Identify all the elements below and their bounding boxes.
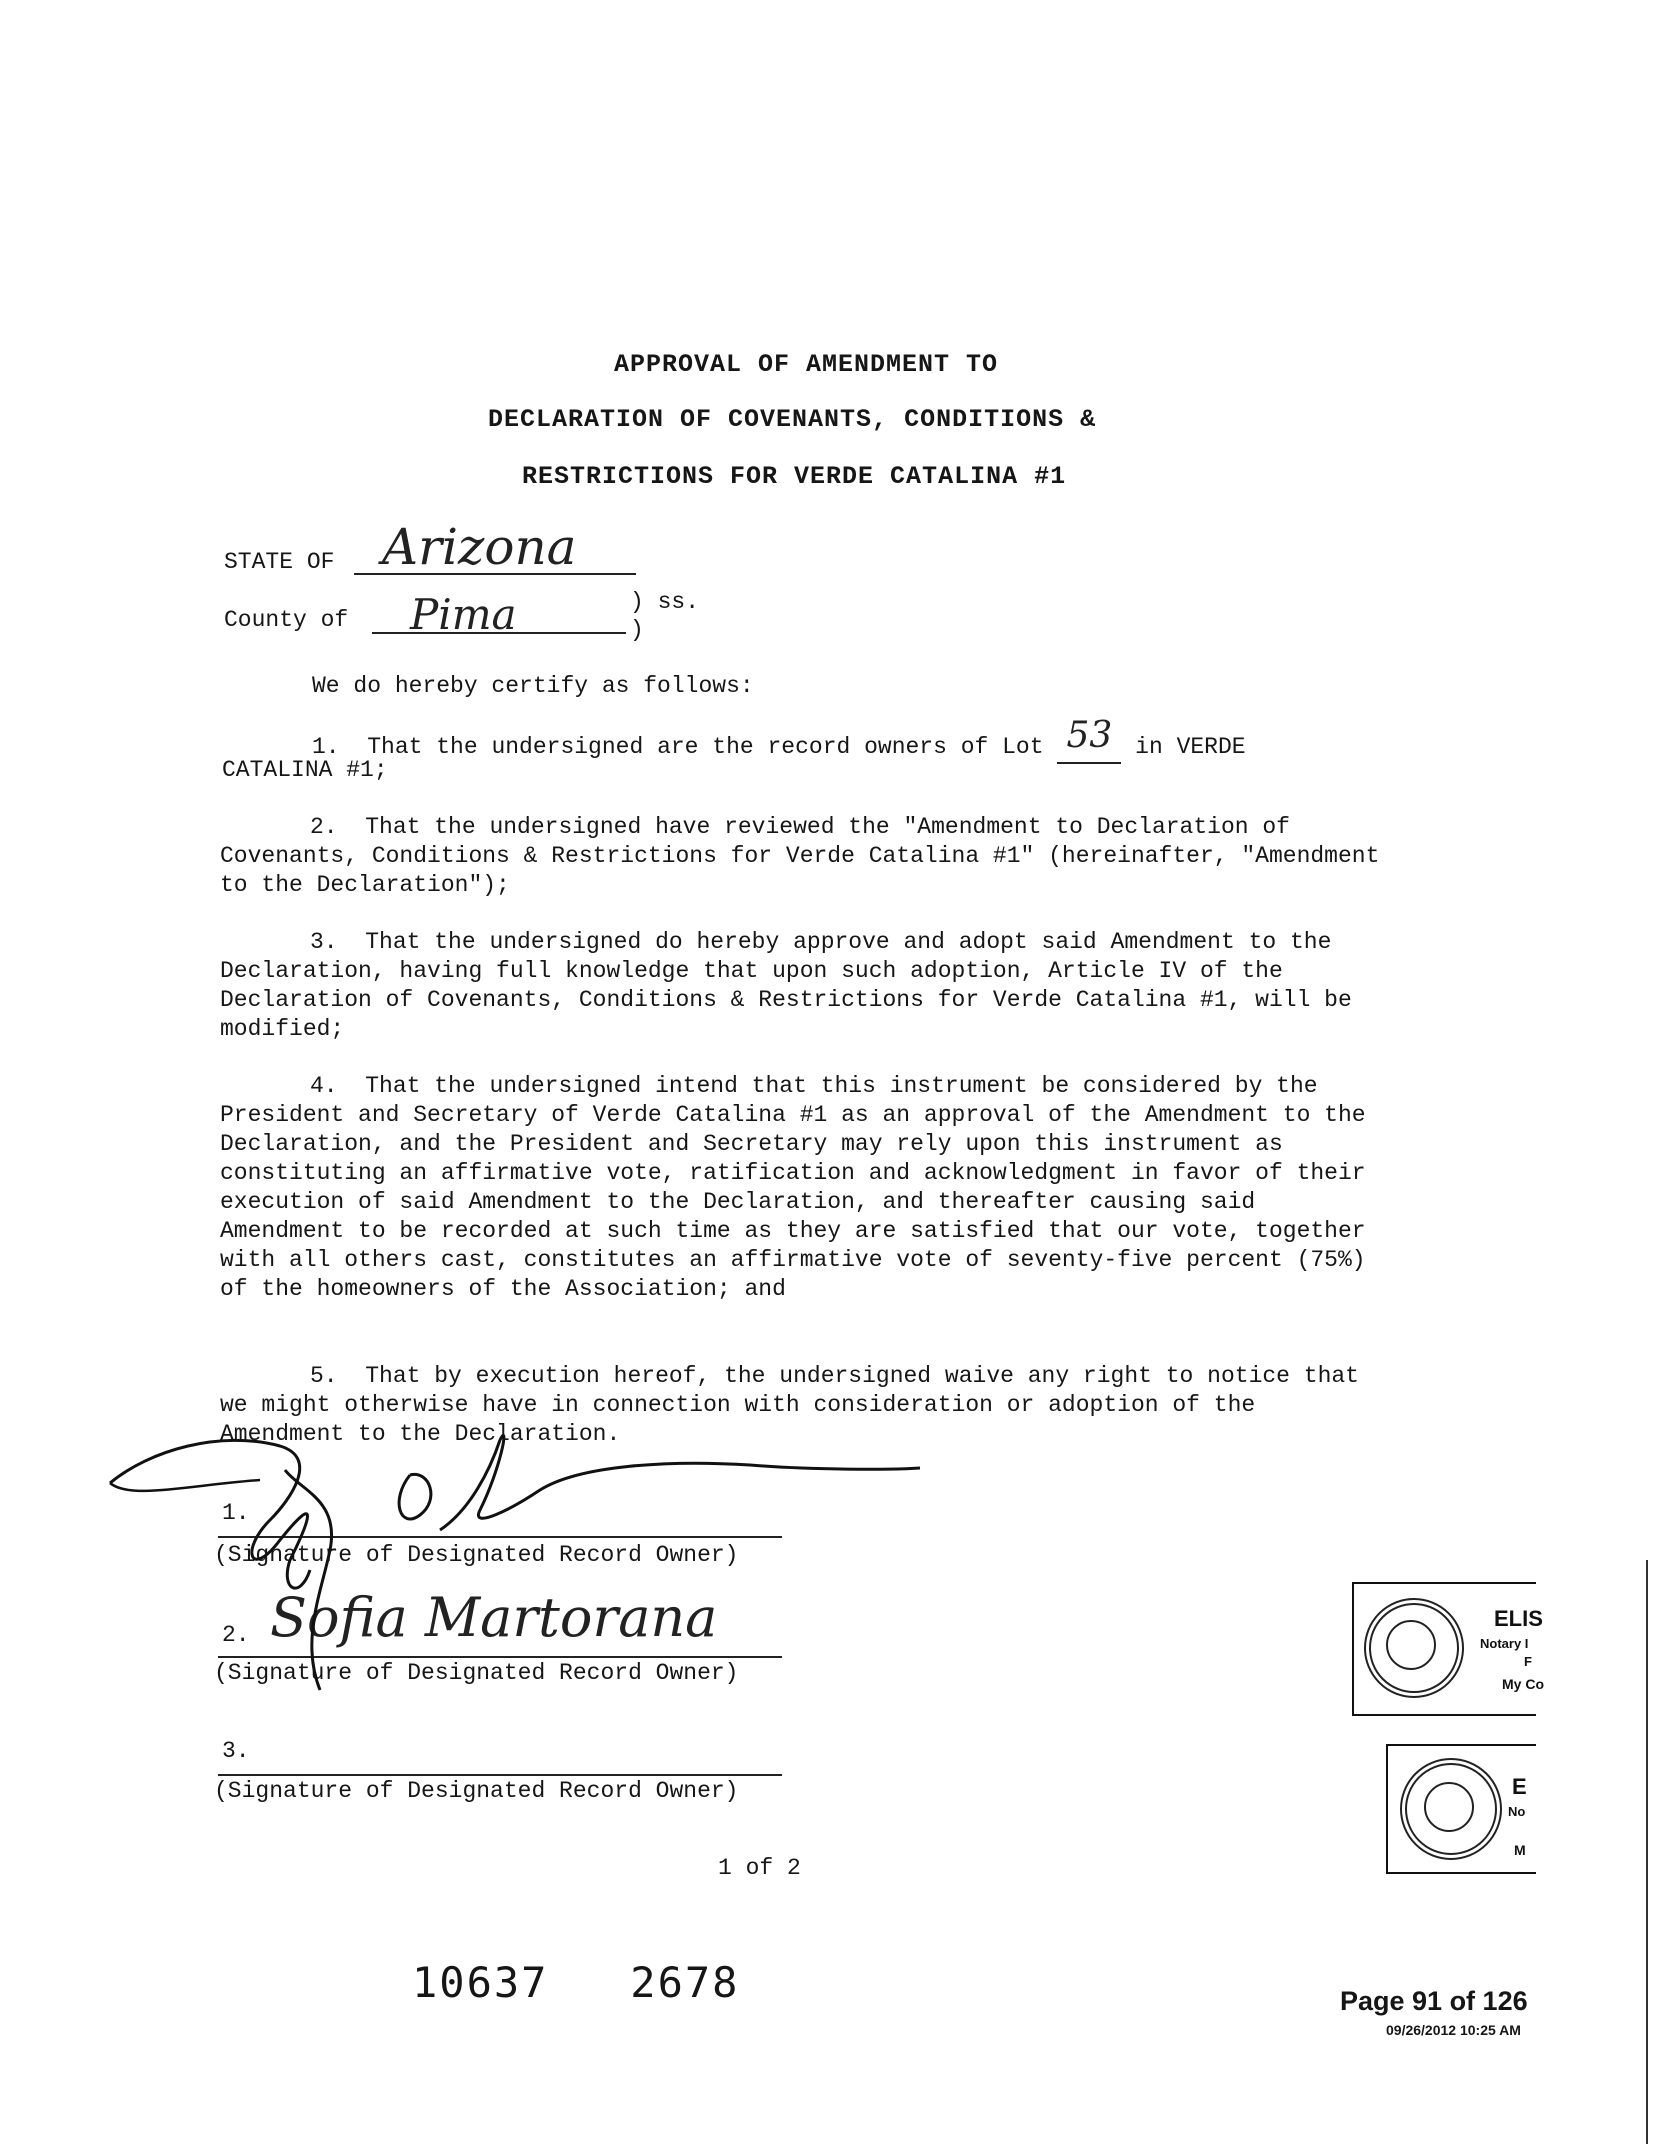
- item-2-text: That the undersigned have reviewed the "Amendment to Declaration of Covenants, Conditions & Restrictions for Verde Catalina #1" (hereinafter, "Amendment to the Declaration");: [220, 814, 1380, 898]
- notary-stamp-2: [1386, 1744, 1536, 1874]
- title-line-1: APPROVAL OF AMENDMENT TO: [614, 350, 999, 379]
- signature-2-number: 2.: [222, 1622, 250, 1648]
- lot-handwritten: 53: [1066, 715, 1113, 756]
- item-1-number: 1.: [312, 734, 340, 760]
- state-label: STATE OF: [224, 549, 335, 575]
- scan-edge-line: [1646, 1560, 1648, 2144]
- county-handwritten: Pima: [410, 590, 517, 639]
- item-2: [220, 813, 1390, 900]
- item-1-text: That the undersigned are the record owners of Lot: [367, 734, 1044, 760]
- stamp-1-name: ELIS: [1494, 1606, 1543, 1631]
- signature-1-label: (Signature of Designated Record Owner): [214, 1542, 739, 1568]
- stamp-1-line-3: My Co: [1502, 1676, 1544, 1692]
- signature-2-handwritten: Sofia Martorana: [270, 1586, 718, 1649]
- signature-3-label: (Signature of Designated Record Owner): [214, 1778, 739, 1804]
- item-4-text: That the undersigned intend that this instrument be considered by the President and Secretary of Verde Catalina #1 as an approval of the Amendment to the Declaration, and the President and Secretary may rely upon this instrument as constituting an affirmative vote, ratification and acknowledgment in favor of their execution of said Amendment to the Declaration, and thereafter causing said Amendment to be recorded at such time as they are satisfied that our vote, together with all others cast, constitutes an affirmative vote of seventy-five percent (75%) of the homeowners of the Association; and: [220, 1073, 1366, 1302]
- item-1-line-2: CATALINA #1;: [222, 757, 388, 783]
- item-1-text-after: in VERDE: [1135, 734, 1246, 760]
- notary-stamp-1: [1352, 1582, 1544, 1716]
- item-5-text: That by execution hereof, the undersigned waive any right to notice that we might otherwise have in connection with consideration or adoption of the Amendment to the Declaration.: [220, 1363, 1359, 1447]
- ss-mark: ) ss.: [630, 589, 700, 615]
- signature-3-line: [218, 1774, 782, 1776]
- signature-2-label: (Signature of Designated Record Owner): [214, 1660, 739, 1686]
- item-1: [312, 715, 1246, 764]
- paren-mark: ): [630, 617, 644, 643]
- item-3-number: 3.: [310, 929, 338, 955]
- intro-text: We do hereby certify as follows:: [312, 673, 754, 699]
- item-4-number: 4.: [310, 1073, 338, 1099]
- page-of-label: 1 of 2: [718, 1855, 801, 1881]
- handwritten-signature-1: [110, 1410, 930, 1730]
- title-line-2: DECLARATION OF COVENANTS, CONDITIONS &: [488, 405, 1097, 434]
- footer-timestamp: 09/26/2012 10:25 AM: [1386, 2022, 1521, 2038]
- item-3: [220, 928, 1390, 1044]
- state-handwritten: Arizona: [382, 518, 577, 576]
- stamp-2-name: E: [1512, 1774, 1527, 1799]
- state-seal-inner-icon: [1386, 1620, 1436, 1670]
- signature-3-number: 3.: [222, 1738, 250, 1764]
- stamp-1-line-2: F: [1524, 1654, 1532, 1669]
- footer-page-number: Page 91 of 126: [1340, 1986, 1528, 2016]
- state-seal-2-inner-icon: [1424, 1782, 1474, 1832]
- stamp-2-line-1: No: [1508, 1804, 1526, 1819]
- item-4: [220, 1072, 1390, 1304]
- recording-number: 10637 2678: [412, 1958, 740, 2007]
- county-label: County of: [224, 607, 349, 633]
- title-line-3: RESTRICTIONS FOR VERDE CATALINA #1: [522, 462, 1067, 491]
- signature-1-number: 1.: [222, 1500, 250, 1526]
- item-2-number: 2.: [310, 814, 338, 840]
- item-5-number: 5.: [310, 1363, 338, 1389]
- stamp-2-line-2: M: [1514, 1842, 1526, 1858]
- stamp-1-line-1: Notary I: [1480, 1636, 1529, 1651]
- item-3-text: That the undersigned do hereby approve and adopt said Amendment to the Declaration, having full knowledge that upon such adoption, Article IV of the Declaration of Covenants, Conditions & Restrictions for Verde Catalina #1, will be modified;: [220, 929, 1352, 1042]
- lot-field: [1057, 715, 1121, 764]
